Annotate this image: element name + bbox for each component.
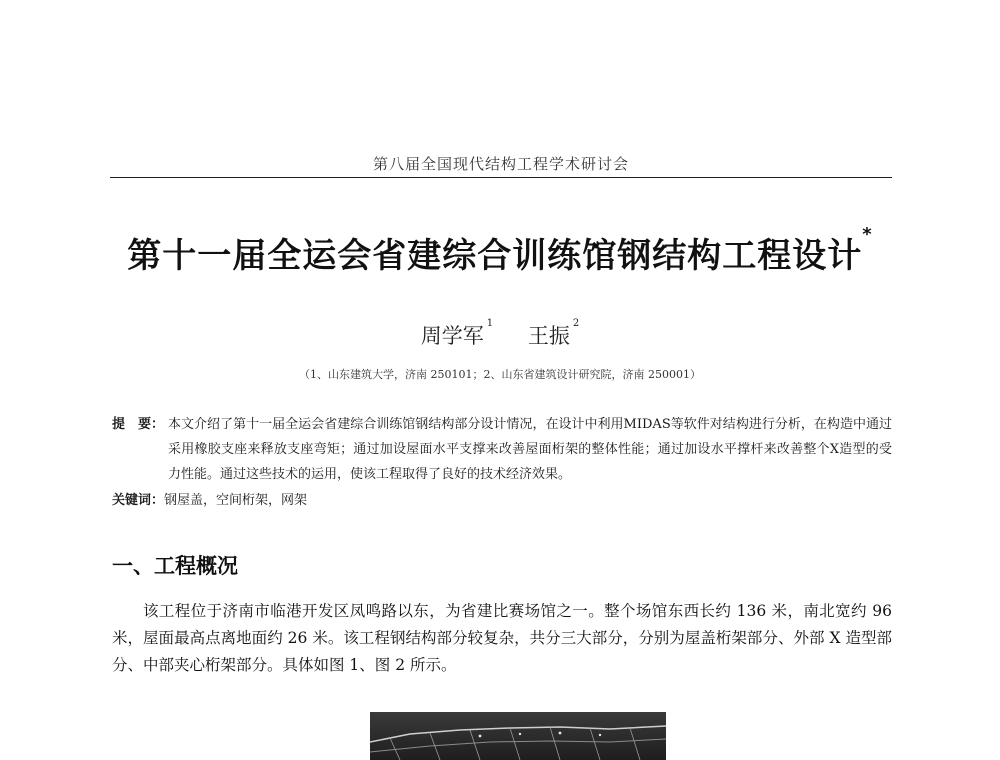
author-affiliation-mark: 2 bbox=[572, 318, 580, 329]
author-affiliation-mark: 1 bbox=[486, 318, 494, 329]
keywords-label: 关键词： bbox=[112, 493, 165, 508]
author bbox=[528, 320, 579, 350]
photo-structure-sketch bbox=[370, 712, 666, 760]
running-header: 第八届全国现代结构工程学术研讨会 bbox=[372, 155, 629, 173]
figure-photo bbox=[370, 712, 666, 760]
abstract bbox=[112, 412, 892, 487]
author-name: 王振 bbox=[527, 324, 570, 348]
paper-title-text: 第十一届全运会省建综合训练馆钢结构工程设计 bbox=[127, 236, 863, 276]
title-footnote-mark: * bbox=[862, 224, 873, 245]
author-name: 周学军 bbox=[420, 324, 484, 348]
paper-title bbox=[60, 224, 940, 277]
author bbox=[421, 320, 493, 350]
keywords bbox=[112, 488, 892, 513]
header-rule bbox=[110, 177, 892, 178]
body-paragraph: 该工程位于济南市临港开发区凤鸣路以东，为省建比赛场馆之一。整个场馆东西长约 136 米，南北宽约 96 米，屋面最高点离地面约 26 米。该工程钢结构部分较复杂，共分三大部分，分别为屋盖桁架部分、外部 X 造型部分、中部夹心桁架部分。具体如图 1、图 2 所示。 bbox=[112, 602, 892, 674]
keywords-text: 钢屋盖，空间桁架，网架 bbox=[164, 493, 308, 508]
author-list bbox=[300, 320, 700, 350]
abstract-text: 本文介绍了第十一届全运会省建综合训练馆钢结构部分设计情况，在设计中利用MIDAS等软件对结构进行分析，在构造中通过采用橡胶支座来释放支座弯矩；通过加设屋面水平支撑来改善屋面桁架的整体性能；通过加设水平撑杆来改善整个X造型的受力性能。通过这些技术的运用，使该工程取得了良好的技术经济效果。 bbox=[168, 417, 892, 482]
abstract-label: 提 要： bbox=[112, 417, 165, 432]
section-heading: 一、工程概况 bbox=[112, 554, 238, 578]
affiliations: （1、山东建筑大学，济南 250101；2、山东省建筑设计研究院，济南 250001） bbox=[299, 368, 701, 381]
